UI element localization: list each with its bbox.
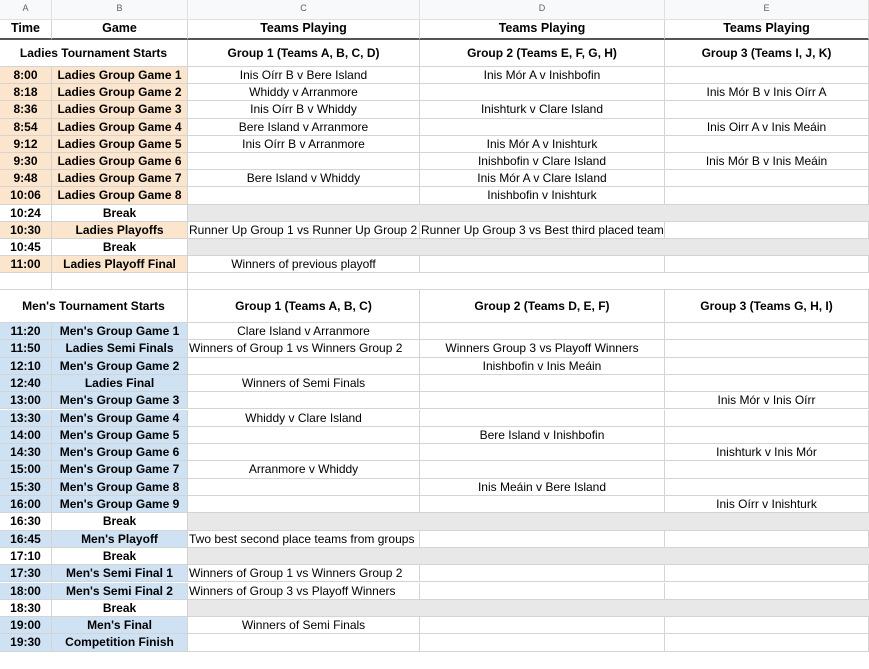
men-match-cell[interactable]: Bere Island v Inishbofin (420, 427, 665, 444)
column-header-e[interactable]: E (665, 0, 869, 20)
empty-cell[interactable] (420, 410, 665, 427)
empty-cell[interactable] (665, 222, 869, 239)
empty-cell[interactable] (665, 531, 869, 548)
ladies-match-cell[interactable]: Winners of previous playoff (188, 256, 420, 273)
header-game[interactable]: Game (52, 20, 188, 40)
men-game-cell[interactable]: Men's Semi Final 2 (52, 583, 188, 600)
men-game-cell[interactable]: Men's Group Game 1 (52, 323, 188, 340)
ladies-match-cell[interactable]: Inis Mór B v Inis Meáin (665, 153, 869, 170)
men-game-cell[interactable]: Ladies Final (52, 375, 188, 392)
ladies-game-cell[interactable]: Ladies Playoffs (52, 222, 188, 239)
men-match-cell[interactable]: Winners of Group 1 vs Winners Group 2 (188, 340, 420, 357)
empty-cell[interactable] (665, 410, 869, 427)
empty-cell[interactable] (420, 531, 665, 548)
ladies-match-cell[interactable]: Inis Oírr B v Arranmore (188, 136, 420, 153)
empty-cell[interactable] (420, 461, 665, 478)
empty-cell[interactable] (665, 583, 869, 600)
men-time-cell[interactable]: 14:00 (0, 427, 52, 444)
empty-cell[interactable] (665, 479, 869, 496)
empty-cell[interactable] (188, 358, 420, 375)
empty-cell[interactable] (420, 375, 665, 392)
ladies-game-cell[interactable]: Ladies Group Game 4 (52, 119, 188, 136)
ladies-match-cell[interactable]: Inis Oirr A v Inis Meáin (665, 119, 869, 136)
empty-cell[interactable] (188, 496, 420, 513)
empty-cell[interactable] (665, 170, 869, 187)
ladies-game-cell[interactable]: Ladies Playoff Final (52, 256, 188, 273)
column-header-c[interactable]: C (188, 0, 420, 20)
ladies-match-cell[interactable]: Inis Mór B v Inis Oírr A (665, 84, 869, 101)
empty-cell[interactable] (665, 565, 869, 582)
empty-cell[interactable] (52, 273, 188, 290)
empty-cell[interactable] (188, 444, 420, 461)
men-game-cell[interactable]: Men's Group Game 2 (52, 358, 188, 375)
men-match-cell[interactable]: Winners of Group 3 vs Playoff Winners (188, 583, 420, 600)
ladies-match-cell[interactable]: Bere Island v Arranmore (188, 119, 420, 136)
empty-cell[interactable] (420, 583, 665, 600)
men-match-cell[interactable]: Inis Meáin v Bere Island (420, 479, 665, 496)
men-time-cell[interactable]: 11:50 (0, 340, 52, 357)
men-match-cell[interactable]: Inis Mór v Inis Oírr (665, 392, 869, 409)
ladies-match-cell[interactable]: Inis Mór A v Clare Island (420, 170, 665, 187)
men-time-cell[interactable]: 11:20 (0, 323, 52, 340)
empty-cell[interactable] (420, 444, 665, 461)
column-header-a[interactable]: A (0, 0, 52, 20)
men-game-cell[interactable]: Competition Finish (52, 634, 188, 651)
men-game-cell[interactable]: Men's Playoff (52, 531, 188, 548)
men-game-cell[interactable]: Men's Group Game 8 (52, 479, 188, 496)
ladies-game-cell[interactable]: Ladies Group Game 3 (52, 101, 188, 118)
header-teams-c[interactable]: Teams Playing (188, 20, 420, 40)
men-game-cell[interactable]: Men's Group Game 7 (52, 461, 188, 478)
men-time-cell[interactable]: 19:30 (0, 634, 52, 651)
ladies-game-cell[interactable]: Ladies Group Game 2 (52, 84, 188, 101)
men-time-cell[interactable]: 18:00 (0, 583, 52, 600)
men-time-cell[interactable]: 15:30 (0, 479, 52, 496)
men-game-cell[interactable]: Men's Group Game 9 (52, 496, 188, 513)
ladies-match-cell[interactable]: Whiddy v Arranmore (188, 84, 420, 101)
empty-cell[interactable] (420, 617, 665, 634)
empty-cell[interactable] (665, 340, 869, 357)
men-time-cell[interactable]: 13:00 (0, 392, 52, 409)
ladies-match-cell[interactable]: Inis Mór A v Inishturk (420, 136, 665, 153)
ladies-time-cell[interactable]: 10:24 (0, 205, 52, 222)
empty-cell[interactable] (665, 256, 869, 273)
empty-cell[interactable] (665, 323, 869, 340)
men-match-cell[interactable]: Whiddy v Clare Island (188, 410, 420, 427)
ladies-match-cell[interactable]: Runner Up Group 3 vs Best third placed team (420, 222, 665, 239)
empty-cell[interactable] (665, 461, 869, 478)
men-break-band[interactable] (188, 513, 869, 530)
ladies-time-cell[interactable]: 10:06 (0, 187, 52, 204)
men-match-cell[interactable]: Inishturk v Inis Mór (665, 444, 869, 461)
men-game-cell[interactable]: Men's Group Game 6 (52, 444, 188, 461)
empty-cell[interactable] (188, 634, 420, 651)
ladies-match-cell[interactable]: Inis Oírr B v Bere Island (188, 67, 420, 84)
men-time-cell[interactable]: 16:00 (0, 496, 52, 513)
empty-cell[interactable] (0, 273, 52, 290)
empty-cell[interactable] (420, 565, 665, 582)
empty-cell[interactable] (420, 323, 665, 340)
empty-cell[interactable] (665, 634, 869, 651)
ladies-game-cell[interactable]: Ladies Group Game 8 (52, 187, 188, 204)
empty-cell[interactable] (188, 187, 420, 204)
ladies-time-cell[interactable]: 9:48 (0, 170, 52, 187)
men-match-cell[interactable]: Arranmore v Whiddy (188, 461, 420, 478)
men-time-cell[interactable]: 14:30 (0, 444, 52, 461)
empty-cell[interactable] (420, 256, 665, 273)
men-match-cell[interactable]: Winners of Group 1 vs Winners Group 2 (188, 565, 420, 582)
ladies-time-cell[interactable]: 8:36 (0, 101, 52, 118)
ladies-group-2-heading[interactable]: Group 2 (Teams E, F, G, H) (420, 40, 665, 67)
ladies-match-cell[interactable]: Inishbofin v Inishturk (420, 187, 665, 204)
ladies-time-cell[interactable]: 8:00 (0, 67, 52, 84)
column-header-b[interactable]: B (52, 0, 188, 20)
men-game-cell[interactable]: Break (52, 548, 188, 565)
men-game-cell[interactable]: Ladies Semi Finals (52, 340, 188, 357)
men-match-cell[interactable]: Winners Group 3 vs Playoff Winners (420, 340, 665, 357)
ladies-time-cell[interactable]: 8:54 (0, 119, 52, 136)
ladies-match-cell[interactable]: Runner Up Group 1 vs Runner Up Group 2 (188, 222, 420, 239)
empty-cell[interactable] (665, 427, 869, 444)
header-time[interactable]: Time (0, 20, 52, 40)
men-group-1-heading[interactable]: Group 1 (Teams A, B, C) (188, 290, 420, 323)
men-match-cell[interactable]: Inis Oírr v Inishturk (665, 496, 869, 513)
men-time-cell[interactable]: 12:10 (0, 358, 52, 375)
ladies-time-cell[interactable]: 9:30 (0, 153, 52, 170)
header-teams-e[interactable]: Teams Playing (665, 20, 869, 40)
men-game-cell[interactable]: Break (52, 513, 188, 530)
ladies-game-cell[interactable]: Ladies Group Game 1 (52, 67, 188, 84)
empty-cell[interactable] (188, 153, 420, 170)
empty-cell[interactable] (420, 119, 665, 136)
ladies-game-cell[interactable]: Ladies Group Game 6 (52, 153, 188, 170)
empty-cell[interactable] (420, 392, 665, 409)
ladies-group-1-heading[interactable]: Group 1 (Teams A, B, C, D) (188, 40, 420, 67)
empty-cell[interactable] (420, 84, 665, 101)
men-time-cell[interactable]: 19:00 (0, 617, 52, 634)
empty-cell[interactable] (665, 67, 869, 84)
ladies-break-band[interactable] (188, 239, 869, 256)
men-match-cell[interactable]: Winners of Semi Finals (188, 617, 420, 634)
men-break-band[interactable] (188, 548, 869, 565)
men-time-cell[interactable]: 15:00 (0, 461, 52, 478)
men-break-band[interactable] (188, 600, 869, 617)
ladies-time-cell[interactable]: 9:12 (0, 136, 52, 153)
men-game-cell[interactable]: Men's Group Game 3 (52, 392, 188, 409)
ladies-time-cell[interactable]: 10:30 (0, 222, 52, 239)
men-time-cell[interactable]: 18:30 (0, 600, 52, 617)
empty-cell[interactable] (188, 273, 869, 290)
column-header-d[interactable]: D (420, 0, 665, 20)
empty-cell[interactable] (420, 634, 665, 651)
men-game-cell[interactable]: Men's Group Game 5 (52, 427, 188, 444)
ladies-match-cell[interactable]: Inishturk v Clare Island (420, 101, 665, 118)
men-group-3-heading[interactable]: Group 3 (Teams G, H, I) (665, 290, 869, 323)
men-time-cell[interactable]: 16:30 (0, 513, 52, 530)
men-time-cell[interactable]: 12:40 (0, 375, 52, 392)
ladies-tournament-heading[interactable]: Ladies Tournament Starts (0, 40, 188, 67)
men-time-cell[interactable]: 17:10 (0, 548, 52, 565)
men-game-cell[interactable]: Men's Semi Final 1 (52, 565, 188, 582)
men-time-cell[interactable]: 17:30 (0, 565, 52, 582)
ladies-time-cell[interactable]: 11:00 (0, 256, 52, 273)
ladies-game-cell[interactable]: Ladies Group Game 7 (52, 170, 188, 187)
men-group-2-heading[interactable]: Group 2 (Teams D, E, F) (420, 290, 665, 323)
ladies-group-3-heading[interactable]: Group 3 (Teams I, J, K) (665, 40, 869, 67)
empty-cell[interactable] (665, 101, 869, 118)
men-match-cell[interactable]: Inishbofin v Inis Meáin (420, 358, 665, 375)
ladies-match-cell[interactable]: Inis Oírr B v Whiddy (188, 101, 420, 118)
men-time-cell[interactable]: 13:30 (0, 410, 52, 427)
empty-cell[interactable] (665, 358, 869, 375)
ladies-game-cell[interactable]: Break (52, 205, 188, 222)
ladies-match-cell[interactable]: Inishbofin v Clare Island (420, 153, 665, 170)
men-match-cell[interactable]: Winners of Semi Finals (188, 375, 420, 392)
men-game-cell[interactable]: Men's Final (52, 617, 188, 634)
men-match-cell[interactable]: Clare Island v Arranmore (188, 323, 420, 340)
ladies-match-cell[interactable]: Bere Island v Whiddy (188, 170, 420, 187)
ladies-game-cell[interactable]: Ladies Group Game 5 (52, 136, 188, 153)
ladies-break-band[interactable] (188, 205, 869, 222)
men-match-cell[interactable]: Two best second place teams from groups (188, 531, 420, 548)
ladies-match-cell[interactable]: Inis Mór A v Inishbofin (420, 67, 665, 84)
ladies-game-cell[interactable]: Break (52, 239, 188, 256)
empty-cell[interactable] (188, 427, 420, 444)
ladies-time-cell[interactable]: 10:45 (0, 239, 52, 256)
men-time-cell[interactable]: 16:45 (0, 531, 52, 548)
empty-cell[interactable] (665, 375, 869, 392)
empty-cell[interactable] (665, 617, 869, 634)
ladies-time-cell[interactable]: 8:18 (0, 84, 52, 101)
men-game-cell[interactable]: Men's Group Game 4 (52, 410, 188, 427)
empty-cell[interactable] (188, 479, 420, 496)
men-tournament-heading[interactable]: Men's Tournament Starts (0, 290, 188, 323)
empty-cell[interactable] (188, 392, 420, 409)
empty-cell[interactable] (665, 136, 869, 153)
header-teams-d[interactable]: Teams Playing (420, 20, 665, 40)
men-game-cell[interactable]: Break (52, 600, 188, 617)
empty-cell[interactable] (420, 496, 665, 513)
empty-cell[interactable] (665, 187, 869, 204)
